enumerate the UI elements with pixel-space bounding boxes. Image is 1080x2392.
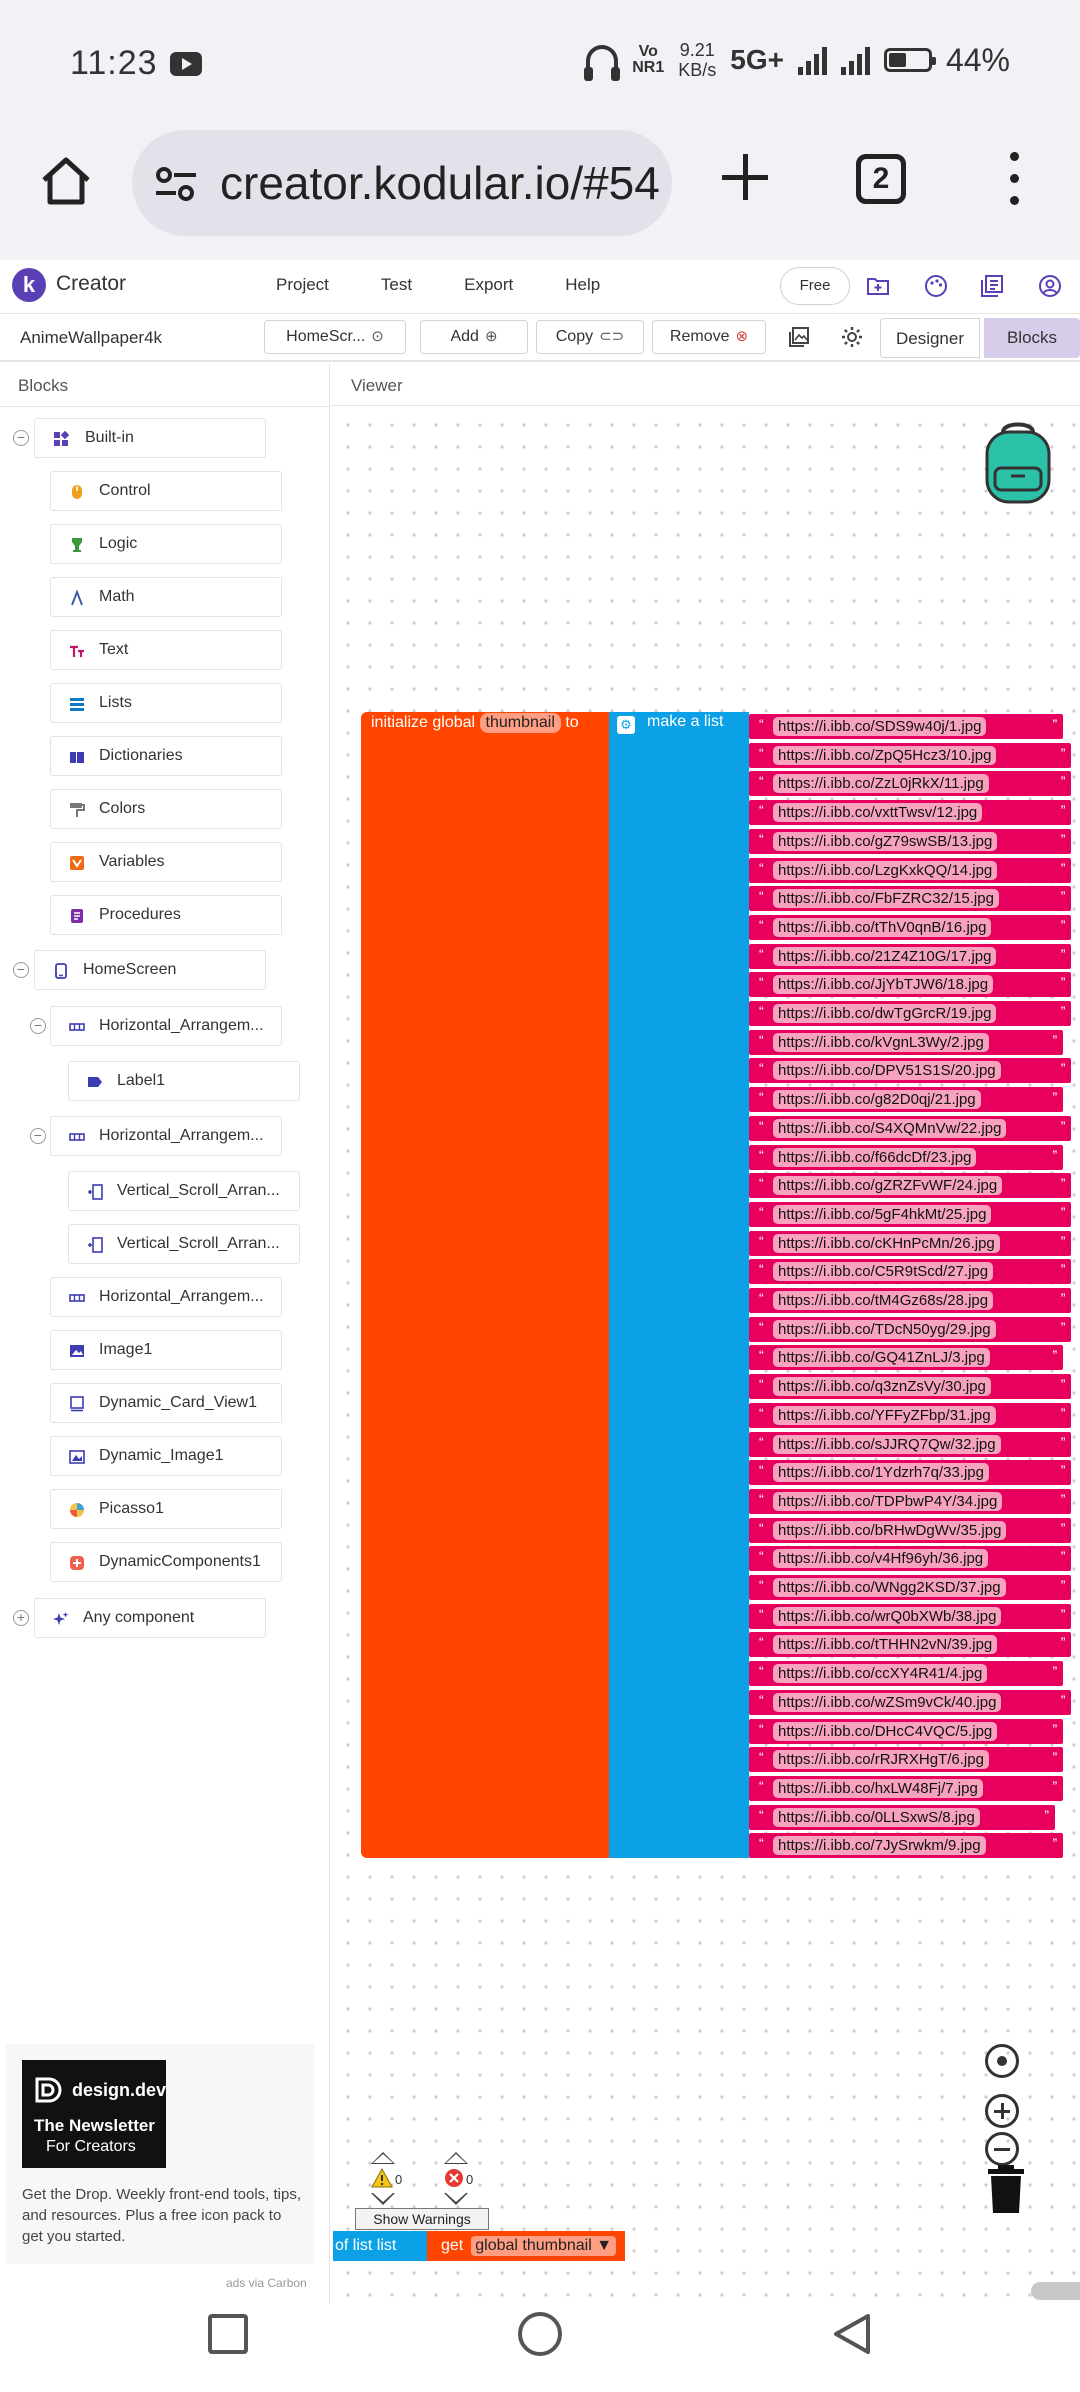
text-value[interactable]: https://i.ibb.co/dwTgGrcR/19.jpg — [773, 1004, 996, 1023]
ad-attribution[interactable]: ads via Carbon — [226, 2276, 307, 2290]
status-time: 11:23 — [70, 44, 158, 82]
menu-project[interactable]: Project — [276, 275, 329, 294]
warning-icon — [371, 2168, 393, 2188]
zoom-out-icon[interactable] — [985, 2132, 1019, 2166]
variables-icon — [69, 855, 85, 871]
text-value[interactable]: https://i.ibb.co/C5R9tScd/27.jpg — [773, 1262, 993, 1281]
error-count: 0 — [466, 2172, 474, 2187]
tab-switcher-button[interactable]: 2 — [856, 154, 906, 204]
text-block[interactable] — [749, 1432, 1071, 1457]
text-block[interactable] — [749, 829, 1071, 854]
text-block[interactable] — [749, 1833, 1063, 1858]
text-value[interactable]: https://i.ibb.co/hxLW48Fj/7.jpg — [773, 1779, 983, 1798]
quote-close: ” — [1060, 1261, 1066, 1278]
quote-open: “ — [759, 1462, 764, 1479]
trash-icon[interactable] — [986, 2164, 1026, 2214]
horizontal-arrangement-icon — [69, 1129, 85, 1145]
text-value[interactable]: https://i.ibb.co/5gF4hkMt/25.jpg — [773, 1205, 991, 1224]
tree-horizontal-arrangement-3[interactable]: Horizontal_Arrangem... — [50, 1277, 282, 1317]
more-vert-icon[interactable] — [1008, 152, 1020, 208]
text-block[interactable] — [749, 1575, 1071, 1600]
zoom-in-icon[interactable] — [985, 2094, 1019, 2128]
quote-open: “ — [759, 1605, 764, 1622]
signal-icon — [798, 45, 827, 75]
text-value[interactable]: https://i.ibb.co/7JySrwkm/9.jpg — [773, 1836, 986, 1855]
text-block[interactable] — [749, 1747, 1063, 1772]
widgets-icon — [53, 431, 69, 447]
text-block[interactable] — [749, 1632, 1071, 1657]
tree-picasso1[interactable]: Picasso1 — [50, 1489, 282, 1529]
quote-close: ” — [1060, 888, 1066, 905]
text-block[interactable] — [749, 915, 1071, 940]
quote-open: “ — [759, 1376, 764, 1393]
dictionary-icon — [69, 749, 85, 765]
quote-open: “ — [759, 1146, 764, 1163]
horizontal-arrangement-icon — [69, 1019, 85, 1035]
quote-close: ” — [1052, 1663, 1058, 1680]
browser-toolbar — [0, 130, 1080, 260]
home-icon[interactable] — [40, 156, 92, 206]
control-icon — [69, 484, 85, 500]
text-value[interactable]: https://i.ibb.co/tTHHN2vN/39.jpg — [773, 1635, 997, 1654]
text-block[interactable] — [749, 1403, 1071, 1428]
quote-close: ” — [1052, 716, 1058, 732]
quote-open: “ — [759, 1089, 764, 1106]
text-value[interactable]: https://i.ibb.co/rRJRXHgT/6.jpg — [773, 1750, 989, 1769]
lists-icon — [69, 696, 85, 712]
text-value[interactable]: https://i.ibb.co/S4XQMnVw/22.jpg — [773, 1119, 1006, 1138]
text-value[interactable]: https://i.ibb.co/JjYbTJW6/18.jpg — [773, 975, 993, 994]
text-value[interactable]: https://i.ibb.co/1Ydzrh7q/33.jpg — [773, 1463, 989, 1482]
quote-open: “ — [759, 1003, 764, 1019]
text-block[interactable] — [749, 1345, 1063, 1370]
screen-dropdown[interactable]: HomeScr... ⊙ — [264, 320, 406, 354]
quote-open: “ — [759, 1290, 764, 1306]
dynamic-image-icon — [69, 1449, 85, 1465]
text-block[interactable] — [749, 771, 1071, 796]
menu-test[interactable]: Test — [380, 275, 413, 294]
blocks-panel-title: Blocks — [18, 376, 69, 395]
address-bar[interactable] — [132, 130, 672, 236]
design-dev-logo-icon — [34, 2076, 62, 2104]
quote-close: ” — [1060, 1404, 1066, 1421]
quote-open: “ — [759, 1720, 764, 1737]
quote-close: ” — [1060, 1117, 1066, 1134]
network-speed: 9.21 KB/s — [678, 40, 717, 80]
text-value[interactable]: https://i.ibb.co/sJJRQ7Qw/32.jpg — [773, 1435, 1001, 1454]
text-block[interactable] — [749, 972, 1071, 997]
collapse-ha2-icon[interactable]: − — [30, 1128, 46, 1144]
ad-logo[interactable]: design.dev The Newsletter For Creators — [22, 2060, 166, 2168]
picasso-icon — [69, 1502, 85, 1518]
quote-close: ” — [1060, 916, 1066, 933]
text-block[interactable] — [749, 1805, 1055, 1830]
viewer-header — [331, 364, 1080, 406]
recenter-icon[interactable] — [985, 2044, 1019, 2078]
system-nav-bar — [0, 2304, 1080, 2392]
tree-horizontal-arrangement-2[interactable]: Horizontal_Arrangem... — [50, 1116, 282, 1156]
quote-close: ” — [1060, 830, 1066, 847]
main-menu — [276, 275, 652, 295]
menu-help[interactable]: Help — [565, 275, 601, 294]
volte-indicator: Vo NR1 — [632, 43, 665, 76]
tree-builtin[interactable]: Built-in — [34, 418, 266, 458]
menu-export[interactable]: Export — [464, 275, 514, 294]
quote-open: “ — [759, 1031, 764, 1048]
url-text[interactable]: creator.kodular.io/#54 — [220, 157, 660, 209]
text-value[interactable]: https://i.ibb.co/LzgKxkQQ/14.jpg — [773, 861, 997, 880]
chevron-circle-icon: ⊙ — [371, 328, 384, 345]
quote-close: ” — [1060, 1577, 1066, 1593]
carbon-ad[interactable] — [6, 2044, 314, 2264]
quote-open: “ — [759, 1577, 764, 1593]
collapse-homescreen-icon[interactable]: − — [13, 962, 29, 978]
tree-control[interactable]: Control — [50, 471, 282, 511]
text-block[interactable] — [749, 858, 1071, 883]
vertical-scroll-icon — [87, 1184, 103, 1200]
quote-open: “ — [759, 1548, 764, 1565]
quote-close: ” — [1060, 1605, 1066, 1622]
quote-close: ” — [1060, 974, 1066, 991]
add-screen-button[interactable]: Add ⊕ — [420, 320, 528, 354]
plan-badge[interactable]: Free — [780, 267, 850, 305]
quote-open: “ — [759, 1261, 764, 1278]
status-icons — [586, 40, 1010, 80]
text-block[interactable] — [749, 1317, 1071, 1342]
quote-close: ” — [1060, 1060, 1066, 1077]
text-value[interactable]: https://i.ibb.co/WNgg2KSD/37.jpg — [773, 1578, 1006, 1597]
quote-open: “ — [759, 859, 764, 876]
quote-open: “ — [759, 1835, 764, 1852]
status-bar — [0, 0, 1080, 130]
text-block[interactable] — [749, 1202, 1071, 1227]
project-toolbar — [0, 314, 1080, 362]
tree-colors[interactable]: Colors — [50, 789, 282, 829]
quote-open: “ — [759, 1117, 764, 1134]
text-block[interactable] — [749, 1776, 1063, 1801]
quote-open: “ — [759, 1806, 764, 1823]
new-tab-button[interactable] — [720, 152, 770, 202]
quote-open: “ — [759, 1777, 764, 1794]
quote-close: ” — [1060, 1003, 1066, 1019]
blocks-panel — [0, 364, 330, 2304]
signal-icon-2 — [841, 45, 870, 75]
text-block[interactable] — [749, 1460, 1071, 1485]
quote-open: “ — [759, 1232, 764, 1249]
text-value[interactable]: https://i.ibb.co/SDS9w40j/1.jpg — [773, 717, 986, 736]
text-value[interactable]: https://i.ibb.co/g82D0qj/21.jpg — [773, 1090, 981, 1109]
next-error-icon[interactable] — [444, 2193, 468, 2205]
quote-close: ” — [1060, 945, 1066, 962]
tab-designer[interactable]: Designer — [880, 318, 980, 358]
brand-name[interactable]: Creator — [56, 272, 127, 295]
make-a-list-label[interactable]: ⚙ make a list — [617, 713, 723, 734]
ad-text[interactable]: Get the Drop. Weekly front-end tools, tips, and resources. Plus a free icon pack to get you started. — [22, 2186, 302, 2245]
quote-open: “ — [759, 916, 764, 933]
mutator-gear-icon[interactable]: ⚙ — [617, 716, 635, 734]
next-warning-icon[interactable] — [371, 2193, 395, 2205]
divider — [0, 406, 330, 407]
show-warnings-button[interactable]: Show Warnings — [355, 2208, 489, 2230]
text-value[interactable]: https://i.ibb.co/FbFZRC32/15.jpg — [773, 889, 999, 908]
quote-close: ” — [1052, 1031, 1058, 1048]
quote-open: “ — [759, 1519, 764, 1536]
tree-vertical-scroll-1[interactable]: Vertical_Scroll_Arran... — [68, 1171, 300, 1211]
text-block[interactable] — [749, 1374, 1071, 1399]
text-block[interactable] — [749, 1058, 1071, 1083]
quote-close: ” — [1052, 1777, 1058, 1794]
folder-add-icon[interactable] — [866, 274, 890, 298]
text-value[interactable]: https://i.ibb.co/kVgnL3Wy/2.jpg — [773, 1033, 989, 1052]
dropdown-arrow-icon: ▼ — [596, 2237, 613, 2254]
quote-close: ” — [1052, 1749, 1058, 1766]
text-value[interactable]: https://i.ibb.co/ccXY4R41/4.jpg — [773, 1664, 987, 1683]
quote-open: “ — [759, 802, 764, 819]
home-nav-icon[interactable] — [518, 2312, 562, 2356]
kodular-logo[interactable]: k — [12, 268, 46, 302]
quote-open: “ — [759, 1490, 764, 1507]
quote-close: ” — [1060, 1232, 1066, 1249]
text-block[interactable] — [749, 800, 1071, 825]
tree-text[interactable]: Text — [50, 630, 282, 670]
card-view-icon — [69, 1396, 85, 1412]
quote-open: “ — [759, 1203, 764, 1220]
list-block-fragment[interactable]: of list list — [333, 2231, 439, 2261]
quote-close: ” — [1060, 859, 1066, 876]
text-value[interactable]: https://i.ibb.co/q3znZsVy/30.jpg — [773, 1377, 991, 1396]
text-icon — [69, 643, 85, 659]
get-variable-dropdown[interactable]: global thumbnail ▼ — [471, 2236, 616, 2256]
project-name: AnimeWallpaper4k — [20, 328, 163, 347]
quote-close: ” — [1060, 1490, 1066, 1507]
quote-open: “ — [759, 1433, 764, 1450]
quote-open: “ — [759, 1347, 764, 1364]
text-value[interactable]: https://i.ibb.co/wZSm9vCk/40.jpg — [773, 1693, 1001, 1712]
text-block[interactable] — [749, 1546, 1071, 1571]
account-icon[interactable] — [1038, 274, 1062, 298]
tree-math[interactable]: Math — [50, 577, 282, 617]
text-block[interactable] — [749, 886, 1071, 911]
text-value[interactable]: https://i.ibb.co/21Z4Z10G/17.jpg — [773, 947, 996, 966]
tree-horizontal-arrangement-1[interactable]: Horizontal_Arrangem... — [50, 1006, 282, 1046]
text-block[interactable] — [749, 1288, 1071, 1313]
make-a-list-block[interactable] — [609, 712, 749, 1858]
text-value[interactable]: https://i.ibb.co/f66dcDf/23.jpg — [773, 1148, 976, 1167]
text-block[interactable] — [749, 1518, 1071, 1543]
quote-close: ” — [1052, 1347, 1058, 1364]
text-value[interactable]: https://i.ibb.co/vxttTwsv/12.jpg — [773, 803, 982, 822]
math-icon — [69, 590, 85, 606]
battery-percent: 44% — [945, 41, 1010, 78]
horizontal-arrangement-icon — [69, 1290, 85, 1306]
text-block[interactable] — [749, 1145, 1063, 1170]
text-block[interactable] — [749, 1489, 1071, 1514]
tree-dynamic-components1[interactable]: DynamicComponents1 — [50, 1542, 282, 1582]
palette-icon[interactable] — [924, 274, 948, 298]
paint-roller-icon — [69, 802, 85, 818]
text-block[interactable] — [749, 714, 1063, 739]
text-block[interactable] — [749, 1259, 1071, 1284]
tree-procedures[interactable]: Procedures — [50, 895, 282, 935]
tree-dynamic-card-view1[interactable]: Dynamic_Card_View1 — [50, 1383, 282, 1423]
quote-close: ” — [1052, 1835, 1058, 1852]
dynamic-components-icon — [69, 1555, 85, 1571]
quote-close: ” — [1060, 1462, 1066, 1479]
remove-circle-icon: ⊗ — [735, 328, 749, 345]
collapse-ha1-icon[interactable]: − — [30, 1018, 46, 1034]
quote-open: “ — [759, 1634, 764, 1651]
quote-close: ” — [1044, 1806, 1049, 1823]
quote-open: “ — [759, 830, 764, 847]
quote-close: ” — [1060, 1691, 1066, 1708]
tree-variables[interactable]: Variables — [50, 842, 282, 882]
quote-open: “ — [759, 773, 764, 790]
quote-close: ” — [1060, 1519, 1066, 1536]
blocks-viewer[interactable] — [331, 364, 1080, 2304]
quote-close: ” — [1060, 1290, 1066, 1306]
text-value[interactable]: https://i.ibb.co/tM4Gz68s/28.jpg — [773, 1291, 993, 1310]
initialize-global-label[interactable]: initialize global thumbnail to — [371, 714, 579, 731]
expand-any-component-icon[interactable]: + — [13, 1610, 29, 1626]
text-block[interactable] — [749, 1719, 1063, 1744]
gallery-icon[interactable] — [788, 326, 810, 348]
quote-close: ” — [1060, 802, 1066, 819]
error-icon — [444, 2168, 464, 2188]
prev-error-icon[interactable] — [444, 2152, 468, 2164]
quote-close: ” — [1052, 1089, 1058, 1106]
text-value[interactable]: https://i.ibb.co/TDcN50yg/29.jpg — [773, 1320, 996, 1339]
tree-vertical-scroll-2[interactable]: Vertical_Scroll_Arran... — [68, 1224, 300, 1264]
kodular-header — [0, 260, 1080, 314]
quote-open: “ — [759, 1749, 764, 1766]
text-value[interactable]: https://i.ibb.co/ZpQ5Hcz3/10.jpg — [773, 746, 996, 765]
quote-close: ” — [1060, 1318, 1066, 1335]
quote-close: ” — [1052, 1720, 1058, 1737]
phone-icon — [53, 963, 69, 979]
tree-lists[interactable]: Lists — [50, 683, 282, 723]
logic-icon — [69, 537, 85, 553]
back-icon[interactable] — [830, 2312, 874, 2356]
quote-close: ” — [1060, 773, 1066, 790]
text-value[interactable]: https://i.ibb.co/GQ41ZnLJ/3.jpg — [773, 1348, 990, 1367]
text-block[interactable] — [749, 1661, 1063, 1686]
viewer-title: Viewer — [351, 376, 403, 395]
quote-close: ” — [1060, 1548, 1066, 1565]
text-value[interactable]: https://i.ibb.co/ZzL0jRkX/11.jpg — [773, 774, 989, 793]
quote-open: “ — [759, 945, 764, 962]
text-block[interactable] — [749, 1030, 1063, 1055]
quote-open: “ — [759, 1404, 764, 1421]
sparkle-icon — [53, 1611, 69, 1627]
text-block[interactable] — [749, 1690, 1071, 1715]
copy-icon: ⊂⊃ — [599, 328, 625, 345]
vertical-scroll-icon — [87, 1237, 103, 1253]
quote-close: ” — [1060, 1203, 1066, 1220]
text-value[interactable]: https://i.ibb.co/cKHnPcMn/26.jpg — [773, 1234, 1000, 1253]
quote-close: ” — [1060, 1634, 1066, 1651]
text-value[interactable]: https://i.ibb.co/bRHwDgWv/35.jpg — [773, 1521, 1006, 1540]
headphones-icon — [586, 45, 618, 75]
tree-any-component[interactable]: Any component — [34, 1598, 266, 1638]
text-value[interactable]: https://i.ibb.co/DHcC4VQC/5.jpg — [773, 1722, 997, 1741]
backpack-icon[interactable] — [981, 420, 1055, 504]
tree-homescreen[interactable]: HomeScreen — [34, 950, 266, 990]
warning-count: 0 — [395, 2172, 403, 2187]
text-value[interactable]: https://i.ibb.co/wrQ0bXWb/38.jpg — [773, 1607, 1001, 1626]
text-value[interactable]: https://i.ibb.co/v4Hf96yh/36.jpg — [773, 1549, 988, 1568]
library-icon[interactable] — [980, 274, 1004, 298]
quote-close: ” — [1060, 1175, 1066, 1192]
tree-dynamic-image1[interactable]: Dynamic_Image1 — [50, 1436, 282, 1476]
text-value[interactable]: https://i.ibb.co/0LLSxwS/8.jpg — [773, 1808, 980, 1827]
quote-close: ” — [1060, 1433, 1066, 1450]
text-value[interactable]: https://i.ibb.co/gZ79swSB/13.jpg — [773, 832, 997, 851]
battery-icon — [884, 48, 932, 72]
gear-icon[interactable] — [840, 325, 864, 349]
youtube-notification-icon — [170, 52, 202, 76]
quote-open: “ — [759, 974, 764, 991]
quote-close: ” — [1060, 1376, 1066, 1393]
text-block[interactable] — [749, 1001, 1071, 1026]
prev-warning-icon[interactable] — [371, 2152, 395, 2164]
recents-icon[interactable] — [208, 2314, 248, 2354]
variable-name-field[interactable]: thumbnail — [480, 713, 561, 733]
quote-open: “ — [759, 1663, 764, 1680]
get-global-block[interactable]: get global thumbnail ▼ — [427, 2231, 625, 2261]
remove-screen-button[interactable]: Remove ⊗ — [652, 320, 766, 354]
text-block[interactable] — [749, 1173, 1071, 1198]
text-value[interactable]: https://i.ibb.co/gZRZFvWF/24.jpg — [773, 1176, 1002, 1195]
text-value[interactable]: https://i.ibb.co/TDPbwP4Y/34.jpg — [773, 1492, 1002, 1511]
quote-open: “ — [759, 1060, 764, 1077]
network-type: 5G+ — [730, 44, 784, 75]
text-value[interactable]: https://i.ibb.co/DPV51S1S/20.jpg — [773, 1061, 1001, 1080]
text-block[interactable] — [749, 1231, 1071, 1256]
copy-screen-button[interactable]: Copy ⊂⊃ — [536, 320, 644, 354]
quote-open: “ — [759, 1691, 764, 1708]
initialize-global-block[interactable] — [361, 712, 609, 1858]
quote-open: “ — [759, 1318, 764, 1335]
horizontal-scrollbar[interactable] — [1031, 2282, 1080, 2300]
collapse-builtin-icon[interactable]: − — [13, 430, 29, 446]
text-block[interactable] — [749, 743, 1071, 768]
text-value[interactable]: https://i.ibb.co/tThV0qnB/16.jpg — [773, 918, 991, 937]
tree-image1[interactable]: Image1 — [50, 1330, 282, 1370]
quote-open: “ — [759, 716, 764, 732]
quote-open: “ — [759, 744, 764, 761]
tune-icon[interactable] — [154, 166, 198, 202]
label-icon — [87, 1074, 103, 1090]
quote-open: “ — [759, 1175, 764, 1192]
text-value[interactable]: https://i.ibb.co/YFFyZFbp/31.jpg — [773, 1406, 996, 1425]
procedures-icon — [69, 908, 85, 924]
text-block[interactable] — [749, 944, 1071, 969]
quote-close: ” — [1052, 1146, 1058, 1163]
text-block[interactable] — [749, 1604, 1071, 1629]
text-block[interactable] — [749, 1116, 1071, 1141]
image-icon — [69, 1343, 85, 1359]
add-circle-icon: ⊕ — [484, 328, 498, 345]
tree-dictionaries[interactable]: Dictionaries — [50, 736, 282, 776]
text-block[interactable] — [749, 1087, 1063, 1112]
quote-open: “ — [759, 888, 764, 905]
quote-close: ” — [1060, 744, 1066, 761]
tab-blocks[interactable]: Blocks — [984, 318, 1080, 358]
tree-label1[interactable]: Label1 — [68, 1061, 300, 1101]
tree-logic[interactable]: Logic — [50, 524, 282, 564]
